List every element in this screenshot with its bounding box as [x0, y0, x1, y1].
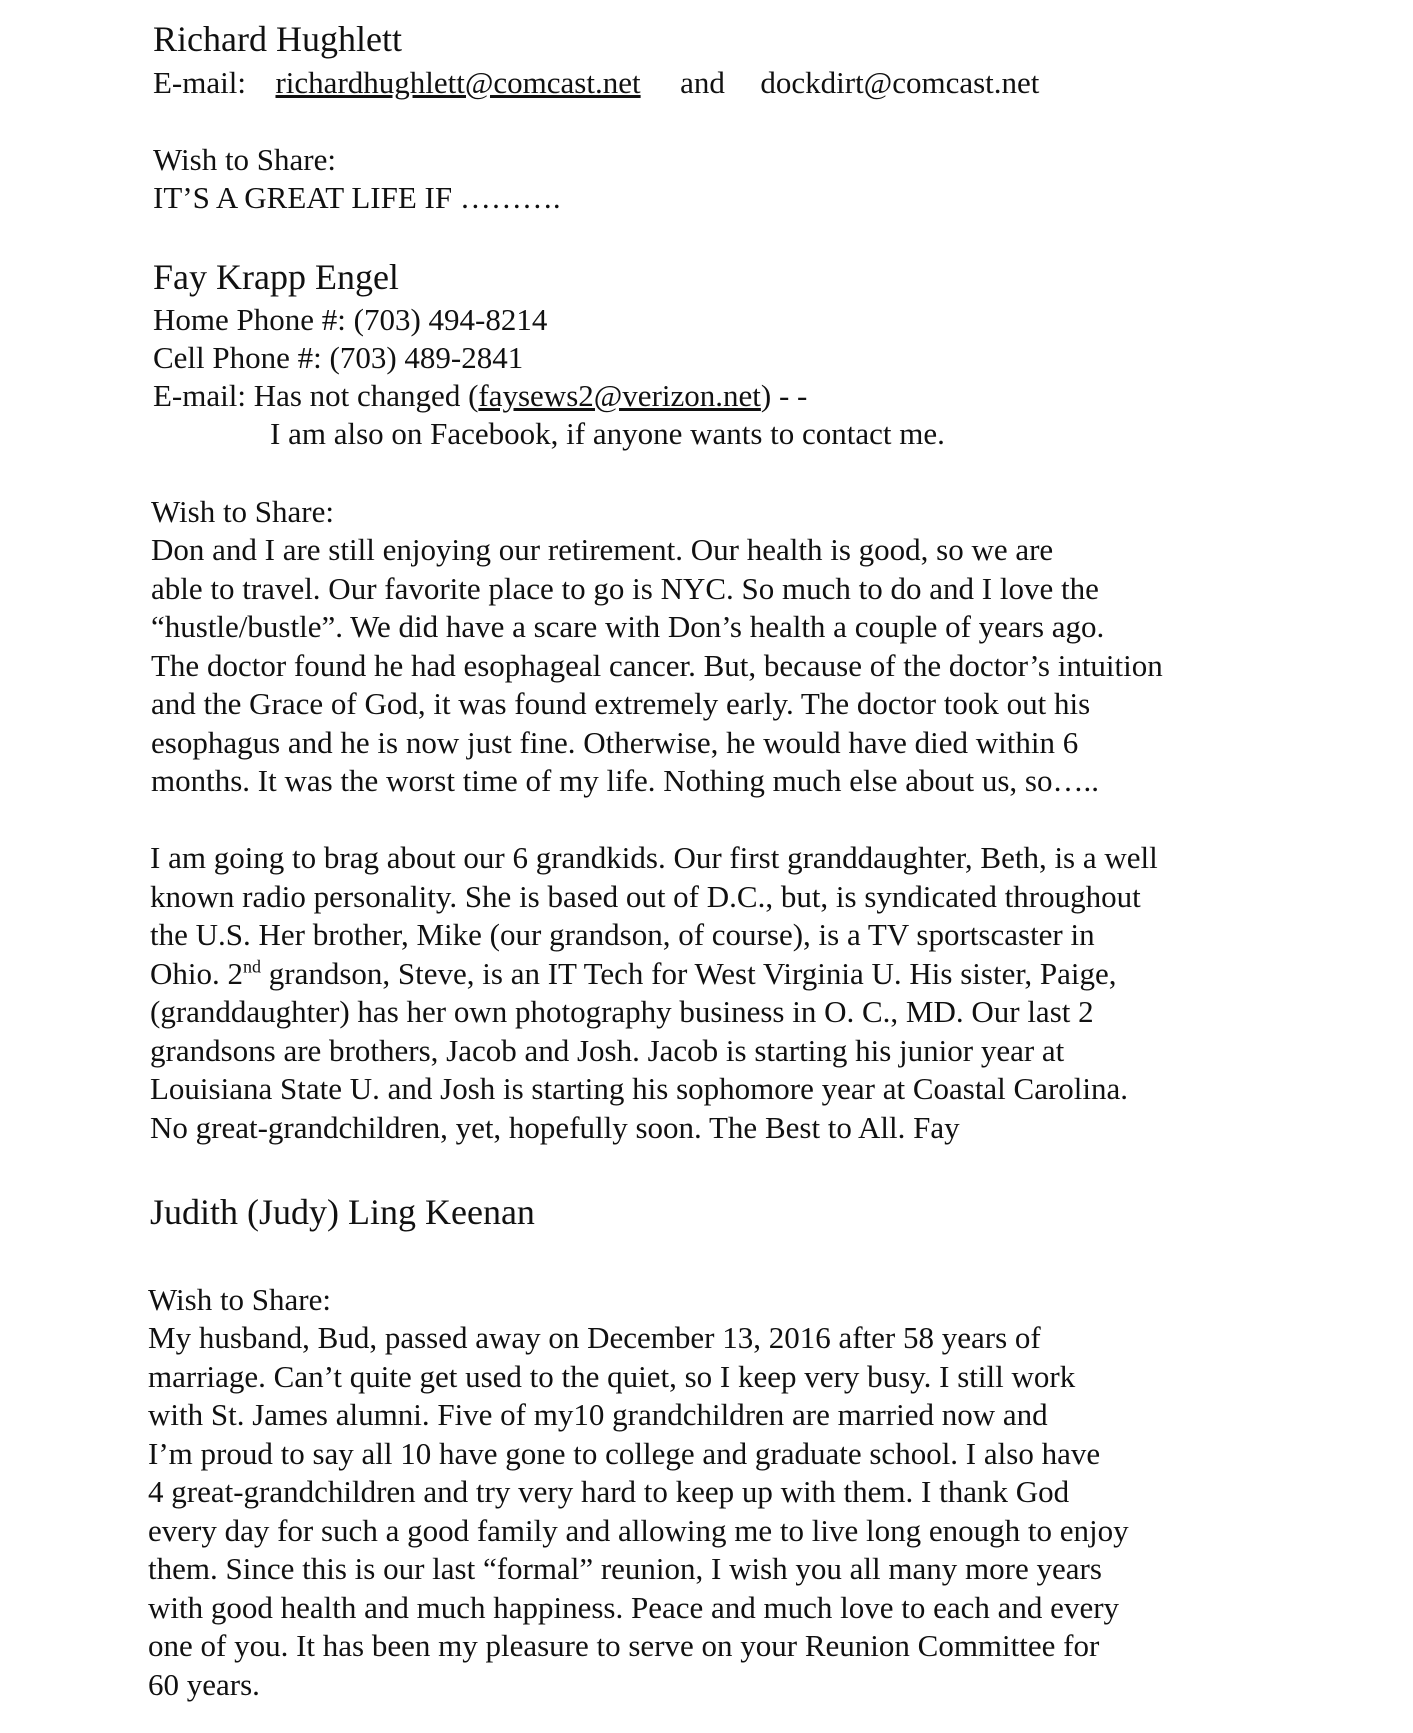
paragraph-line: Louisiana State U. and Josh is starting his sophomore year at Coastal Carolina. [150, 1071, 1129, 1106]
paragraph-line: marriage. Can’t quite get used to the quiet, so I keep very busy. I still work [148, 1358, 1076, 1394]
entry-name: Judith (Judy) Ling Keenan [150, 1192, 535, 1232]
ohio-pre: Ohio. 2 [150, 955, 243, 991]
email-label: E-mail: [153, 65, 246, 100]
paragraph-line: 4 great-grandchildren and try very hard to keep up with them. I thank God [148, 1474, 1070, 1509]
paragraph-line: with St. James alumni. Five of my10 grandchildren are married now and [148, 1397, 1048, 1432]
share-label: Wish to Share: [151, 494, 335, 529]
share-paragraph [148, 1319, 1129, 1704]
paragraph-line: them. Since this is our last “formal” reunion, I wish you all many more years [148, 1551, 1102, 1586]
paragraph-line: grandsons are brothers, Jacob and Josh. Jacob is starting his junior year at [150, 1032, 1065, 1068]
facebook-note: I am also on Facebook, if anyone wants to contact me. [270, 416, 945, 451]
paragraph-line: able to travel. Our favorite place to go is NYC. So much to do and I love the [151, 570, 1099, 606]
share-label: Wish to Share: [153, 142, 337, 177]
email-suffix: ) - - [760, 378, 808, 413]
share-paragraph [150, 839, 1158, 1147]
paragraph-line: I’m proud to say all 10 have gone to college and graduate school. I also have [148, 1435, 1101, 1471]
paragraph-line: one of you. It has been my pleasure to serve on your Reunion Committee for [148, 1628, 1100, 1663]
email-link[interactable]: faysews2@verizon.net [478, 378, 761, 413]
email-line [153, 377, 807, 416]
paragraph-line: months. It was the worst time of my life. Nothing much else about us, so….. [151, 763, 1099, 798]
email-prefix: E-mail: Has not changed ( [153, 378, 479, 413]
entry-name: Richard Hughlett [153, 19, 402, 59]
paragraph-line: Don and I are still enjoying our retirement. Our health is good, so we are [151, 532, 1054, 567]
ohio-post: grandson, Steve, is an IT Tech for West Virginia U. His sister, Paige, [261, 955, 1117, 991]
share-text: IT’S A GREAT LIFE IF ………. [153, 180, 561, 215]
email-and: and [680, 65, 725, 100]
paragraph-line [150, 955, 1158, 994]
paragraph-line: known radio personality. She is based out of D.C., but, is syndicated throughout [150, 878, 1141, 914]
paragraph-line: the U.S. Her brother, Mike (our grandson, of course), is a TV sportscaster in [150, 917, 1095, 952]
paragraph-line: with good health and much happiness. Peace and much love to each and every [148, 1589, 1120, 1625]
home-phone: Home Phone #: (703) 494-8214 [153, 302, 548, 337]
entry-name: Fay Krapp Engel [153, 257, 399, 297]
paragraph-line: My husband, Bud, passed away on December 13, 2016 after 58 years of [148, 1320, 1041, 1355]
paragraph-line: and the Grace of God, it was found extremely early. The doctor took out his [151, 686, 1091, 721]
paragraph-line: No great-grandchildren, yet, hopefully soon. The Best to All. Fay [150, 1109, 960, 1145]
email-line [153, 64, 1039, 103]
email-link[interactable]: richardhughlett@comcast.net [275, 65, 641, 100]
ordinal-suffix: nd [243, 956, 261, 977]
paragraph-line: The doctor found he had esophageal cancer. But, because of the doctor’s intuition [151, 647, 1163, 683]
cell-phone: Cell Phone #: (703) 489-2841 [153, 340, 524, 375]
paragraph-line: every day for such a good family and allowing me to live long enough to enjoy [148, 1512, 1129, 1548]
share-label: Wish to Share: [148, 1282, 332, 1317]
paragraph-line: “hustle/bustle”. We did have a scare with Don’s health a couple of years ago. [151, 609, 1105, 644]
paragraph-line: I am going to brag about our 6 grandkids. Our first granddaughter, Beth, is a well [150, 840, 1158, 875]
paragraph-line: esophagus and he is now just fine. Otherwise, he would have died within 6 [151, 724, 1079, 760]
paragraph-line: (granddaughter) has her own photography business in O. C., MD. Our last 2 [150, 994, 1094, 1029]
email-secondary: dockdirt@comcast.net [760, 65, 1040, 100]
paragraph-line: 60 years. [148, 1666, 260, 1702]
share-paragraph [151, 531, 1163, 801]
